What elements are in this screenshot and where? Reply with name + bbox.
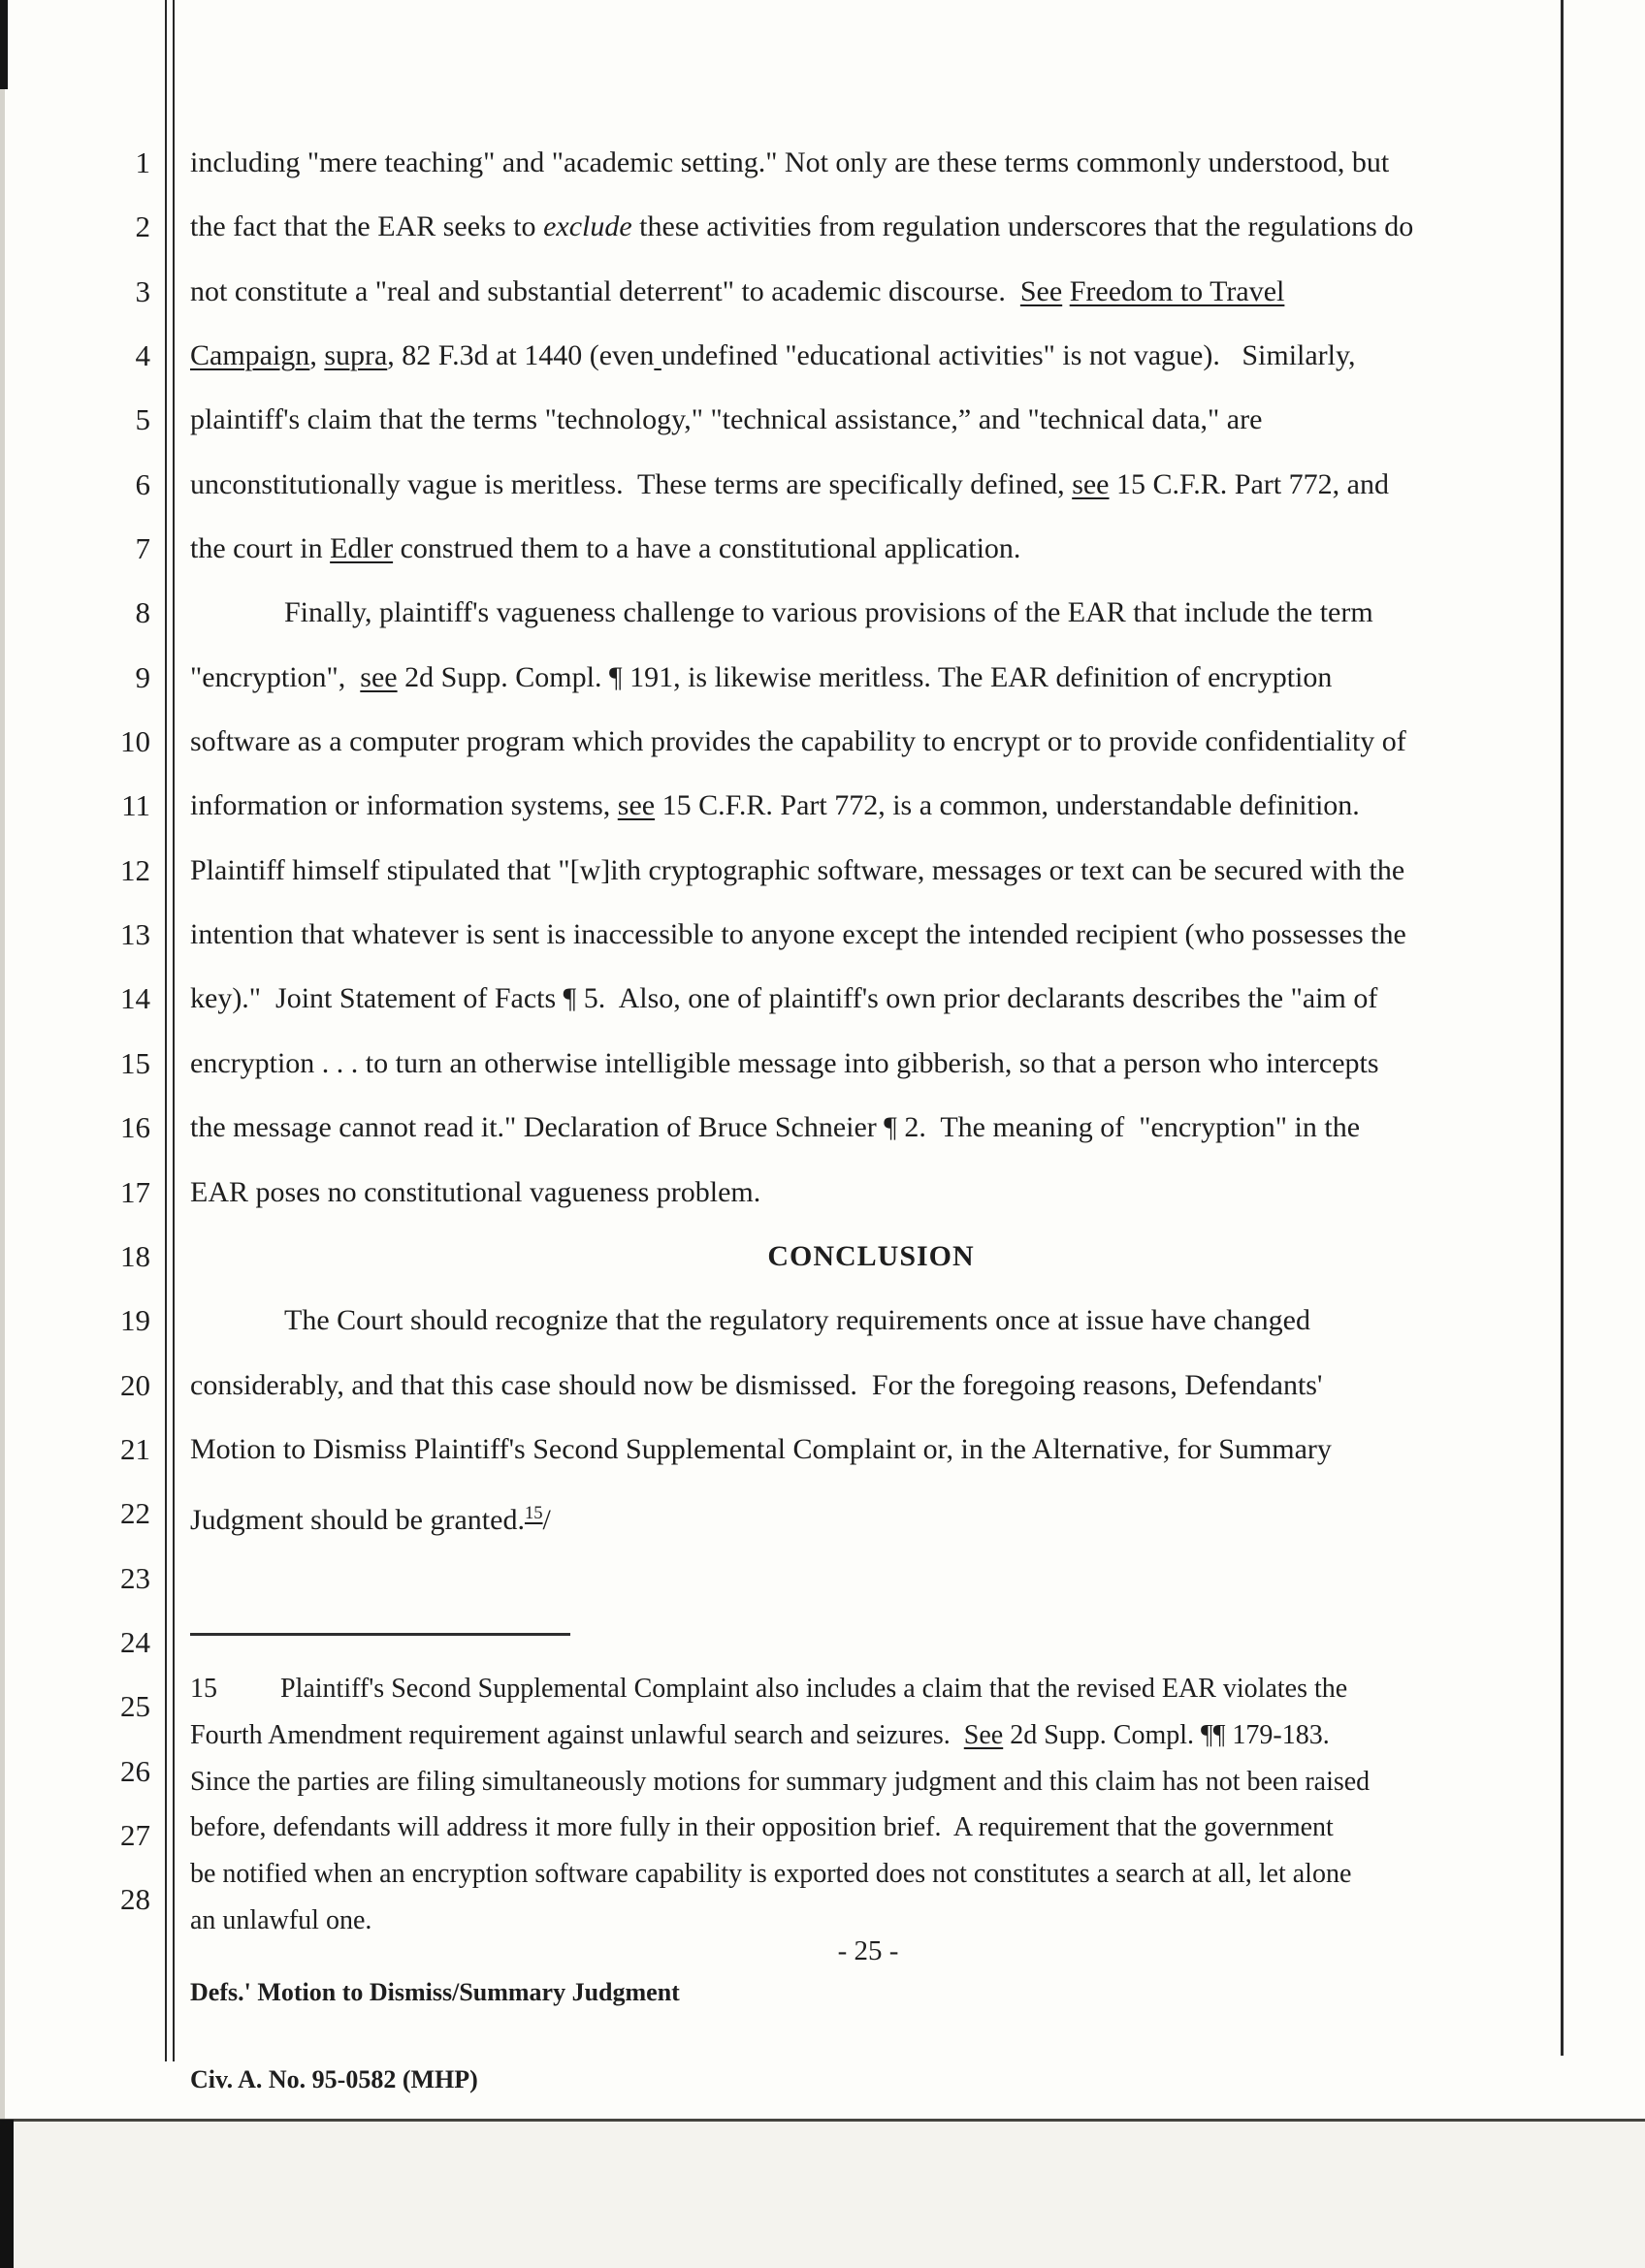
text-segment: [654, 339, 661, 371]
body-line: [190, 388, 1552, 452]
pleading-rule-right: [1561, 0, 1564, 2056]
text-segment: Fourth Amendment requirement against unlawful search and seizures.: [190, 1719, 964, 1750]
body-line: [190, 967, 1552, 1031]
line-number: 6: [135, 466, 150, 501]
text-segment: Freedom to Travel: [1069, 274, 1285, 307]
line-number: 7: [135, 531, 150, 566]
text-segment: 15: [190, 1674, 217, 1704]
text-segment: The Court should recognize that the regulatory requirements once at issue have changed: [284, 1304, 1310, 1337]
body-line: [190, 324, 1552, 388]
line-number: 1: [135, 145, 150, 179]
line-number: 9: [135, 659, 150, 694]
body-line: [190, 453, 1552, 517]
footnote-line: [190, 1759, 1552, 1805]
text-segment: CONCLUSION: [767, 1239, 975, 1272]
text-segment: Judgment should be granted.: [190, 1504, 525, 1537]
body-line: [190, 1161, 1552, 1225]
footer-title: Defs.' Motion to Dismiss/Summary Judgment: [190, 1978, 680, 2006]
body-line: [190, 1032, 1552, 1096]
text-segment: an unlawful one.: [190, 1904, 372, 1935]
line-number: 2: [135, 209, 150, 244]
text-segment: , 82 F.3d at 1440 (even: [387, 339, 655, 372]
scan-edge-band: [0, 0, 5, 2268]
text-segment: 15 C.F.R. Part 772, is a common, understandable definition.: [655, 789, 1360, 822]
line-number: 12: [120, 852, 150, 887]
body-line: [190, 1289, 1552, 1353]
text-segment: the fact that the EAR seeks to: [190, 210, 544, 243]
text-segment: Plaintiff himself stipulated that "[w]ith cryptographic software, messages or text can be secured with the: [190, 853, 1405, 886]
text-segment: Plaintiff's Second Supplemental Complaint also includes a claim that the revised EAR violates the: [280, 1674, 1348, 1704]
scan-artifact-bottom-left: [0, 2120, 14, 2268]
body-line: [190, 195, 1552, 259]
text-segment: Campaign: [190, 339, 310, 372]
line-number-column: [56, 131, 150, 1933]
body-line: [190, 260, 1552, 324]
body-line: [190, 1482, 1552, 1546]
line-number: 3: [135, 273, 150, 308]
conclusion-heading: [190, 1225, 1552, 1289]
body-line: [190, 839, 1552, 903]
pleading-rule-left: [165, 0, 175, 2061]
footnote-line: [190, 1666, 1552, 1712]
body-line: [190, 710, 1552, 774]
line-number: 24: [120, 1624, 150, 1659]
line-number: 25: [120, 1689, 150, 1724]
text-segment: exclude: [543, 210, 632, 243]
line-number: 21: [120, 1431, 150, 1466]
body-line: [190, 517, 1552, 581]
body-line: [190, 1354, 1552, 1418]
body-line: [190, 646, 1552, 710]
line-number: 14: [120, 981, 150, 1016]
line-number: 23: [120, 1560, 150, 1595]
footnote-line: [190, 1805, 1552, 1851]
text-segment: not constitute a "real and substantial deterrent" to academic discourse.: [190, 274, 1020, 307]
text-segment: be notified when an encryption software capability is exported does not constitutes a search at all, let alone: [190, 1859, 1352, 1890]
line-number: 27: [120, 1817, 150, 1852]
line-number: 19: [120, 1303, 150, 1338]
text-segment: before, defendants will address it more fully in their opposition brief. A requirement that the government: [190, 1812, 1334, 1843]
text-segment: key)." Joint Statement of Facts ¶ 5. Also, one of plaintiff's own prior declarants describes the "aim of: [190, 982, 1378, 1015]
text-segment: See: [1019, 274, 1063, 307]
body-line: [190, 1418, 1552, 1482]
text-segment: "encryption",: [190, 660, 361, 693]
text-segment: Edler: [330, 532, 394, 565]
text-segment: Motion to Dismiss Plaintiff's Second Supplemental Complaint or, in the Alternative, for Summary: [190, 1432, 1332, 1465]
text-segment: see: [360, 660, 398, 693]
text-segment: the court in: [190, 532, 331, 565]
text-segment: [1062, 275, 1070, 307]
footnote: [190, 1666, 1552, 1944]
line-number: 13: [120, 917, 150, 952]
text-segment: supra: [324, 339, 388, 372]
text-segment: including "mere teaching" and "academic setting." Not only are these terms commonly understood, but: [190, 146, 1390, 178]
footer: [190, 1920, 680, 2124]
text-segment: EAR poses no constitutional vagueness problem.: [190, 1175, 761, 1208]
text-segment: See: [963, 1719, 1004, 1750]
text-segment: these activities from regulation underscores that the regulations do: [631, 210, 1414, 243]
line-number: 28: [120, 1882, 150, 1917]
footer-case-number: Civ. A. No. 95-0582 (MHP): [190, 2065, 478, 2093]
text-segment: intention that whatever is sent is inaccessible to anyone except the intended recipient (who possesses the: [190, 918, 1406, 951]
text-segment: 15: [524, 1503, 543, 1524]
line-number: 11: [121, 788, 150, 823]
line-number: 26: [120, 1753, 150, 1788]
text-segment: Finally, plaintiff's vagueness challenge to various provisions of the EAR that include the term: [284, 596, 1373, 629]
text-segment: ,: [309, 339, 325, 372]
footnote-line: [190, 1712, 1552, 1759]
body-line: [190, 581, 1552, 645]
line-number: 5: [135, 402, 150, 437]
body-line: [190, 1096, 1552, 1160]
line-number: 15: [120, 1045, 150, 1080]
body-text: [190, 131, 1552, 1547]
line-number: 20: [120, 1367, 150, 1402]
text-segment: unconstitutionally vague is meritless. These terms are specifically defined,: [190, 467, 1073, 500]
text-segment: considerably, and that this case should now be dismissed. For the foregoing reasons, Defendants': [190, 1368, 1323, 1401]
line-number: 4: [135, 338, 150, 373]
text-segment: /: [542, 1504, 551, 1537]
text-segment: information or information systems,: [190, 789, 618, 822]
text-segment: 2d Supp. Compl. ¶¶ 179-183.: [1003, 1719, 1330, 1750]
text-segment: the message cannot read it." Declaration of Bruce Schneier ¶ 2. The meaning of "encryption" in the: [190, 1111, 1361, 1144]
footnote-line: [190, 1851, 1552, 1898]
body-line: [190, 131, 1552, 195]
line-number: 16: [120, 1110, 150, 1145]
line-number: 10: [120, 724, 150, 759]
text-segment: plaintiff's claim that the terms "technology," "technical assistance,” and "technical data," are: [190, 403, 1263, 436]
scan-artifact-top-left: [0, 0, 8, 89]
text-segment: undefined "educational activities" is not vague). Similarly,: [661, 339, 1356, 372]
text-segment: construed them to a have a constitutional application.: [393, 532, 1021, 565]
body-line: [190, 774, 1552, 838]
line-number: 17: [120, 1174, 150, 1209]
scanner-background: [0, 2122, 1645, 2268]
page-number: - 25 -: [837, 1935, 899, 1966]
line-number: 18: [120, 1238, 150, 1273]
text-segment: see: [617, 789, 656, 822]
text-segment: 2d Supp. Compl. ¶ 191, is likewise meritless. The EAR definition of encryption: [397, 660, 1333, 693]
text-segment: encryption . . . to turn an otherwise intelligible message into gibberish, so that a person who intercepts: [190, 1046, 1379, 1079]
footnote-separator: [190, 1633, 570, 1636]
line-number: 8: [135, 595, 150, 630]
text-segment: see: [1072, 467, 1110, 500]
text-segment: 15 C.F.R. Part 772, and: [1109, 467, 1389, 500]
line-number: 22: [120, 1496, 150, 1531]
text-segment: software as a computer program which provides the capability to encrypt or to provide confidentiality of: [190, 725, 1406, 758]
text-segment: Since the parties are filing simultaneously motions for summary judgment and this claim has not been raised: [190, 1766, 1371, 1797]
body-line: [190, 903, 1552, 967]
